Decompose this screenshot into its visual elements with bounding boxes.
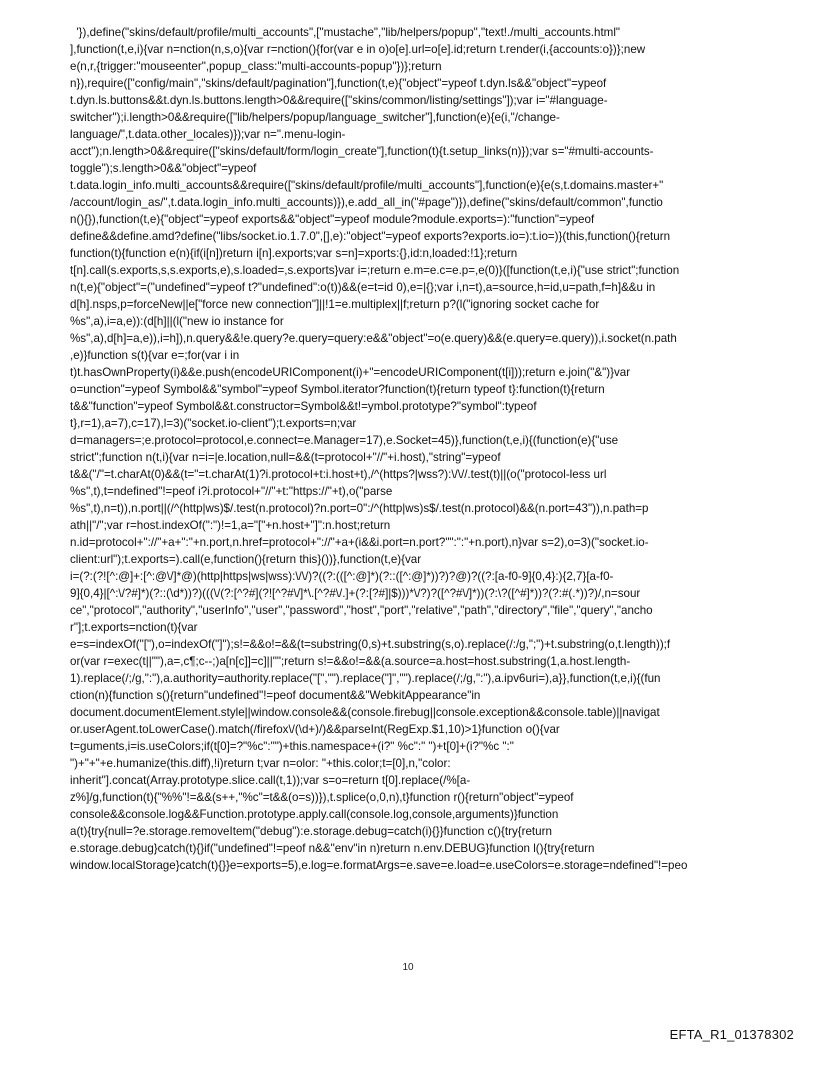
text-line: n.id=protocol+"://"+a+":"+n.port,n.href=protocol+"://"+a+(i&&i.port=n.port?"":":"+n.port),n}var s=2),o=3)("socket.io- [70,536,649,549]
text-line: n}),require(["config/main","skins/default/pagination"],function(t,e){"object"=ypeof t.dyn.ls&&"object"=ypeof [70,77,607,90]
text-line: t.data.login_info.multi_accounts&&require(["skins/default/profile/multi_accounts"],function(e){e(s,t.domains.master+" [70,179,664,192]
text-line: t.dyn.ls.buttons&&t.dyn.ls.buttons.length>0&&require(["skins/common/listing/settings"]);var i="#language- [70,94,608,107]
text-line: console&&console.log&&Function.prototype.apply.call(console.log,console,arguments)}function [70,808,559,821]
text-line: /account/login_as/",t.data.login_info.multi_accounts)}),e.add_all_in("#page")}),define("skins/default/common",functio [70,196,663,209]
text-line: i=(?:(?![^:@]+:[^:@\/]*@)(http|https|ws|wss):\/\/)?((?:(([^:@]*)(?::([^:@]*))?)?@)?((?:[a-f0-9]{0,4}:){2,7}[a-f0- [70,570,614,583]
text-line: language/",t.data.other_locales)});var n=".menu-login- [70,128,346,141]
text-line: 1).replace(/;/g,":"),a.authority=authority.replace("[","").replace("]","").replace(/;/g,":"),a.ipv6uri=),a}},function(t,e,i){(fun [70,672,661,685]
text-line: acct");n.length>0&&require(["skins/default/form/login_create"],function(t){t.setup_links(n)});var s="#multi-accounts- [70,145,654,158]
text-line: r"];t.exports=nction(t){var [70,621,198,634]
text-line: z%]/g,function(t){"%%"!=&&(s++,"%c"=t&&(o=s))}),t.splice(o,0,n),t}function r(){return"object"=ypeof [70,791,574,804]
text-line: or(var r=exec(t||""),a=,c¶;c--;)a[n[c]]=c]||"";return s!=&&o!=&&(a.source=a.host=host.substring(1,a.host.length- [70,655,631,668]
document-id: EFTA_R1_01378302 [669,1027,794,1042]
text-line: t)t.hasOwnProperty(i)&&e.push(encodeURIComponent(i)+"=encodeURIComponent(t[i]));return e.join("&")}var [70,366,631,379]
text-line: %s",t),t=ndefined"!=peof i?i.protocol+"//"+t:"https://"+t),o("parse [70,485,393,498]
text-line: ath||"/";var r=host.indexOf(":")!=1,a="["+n.host+"]":n.host;return [70,519,391,532]
text-line: inherit"].concat(Array.prototype.slice.call(t,1));var s=o=return t[0].replace(/%[a- [70,774,471,787]
text-line: %s",a),i=a,e)):(d[h]||(l("new io instance for [70,315,284,328]
text-line: ")+"+"+e.humanize(this.diff),!i)return t;var n=olor: "+this.color;t=[0],n,"color: [70,757,451,770]
text-line: a(t){try{null=?e.storage.removeItem("debug"):e.storage.debug=catch(i){}}function c(){try{return [70,825,552,838]
text-line: ,e)}function s(t){var e=;for(var i in [70,349,240,362]
text-line: ],function(t,e,i){var n=nction(n,s,o){var r=nction(){for(var e in o)o[e].url=o[e].id;return t.render(i,{accounts:o})};new [70,43,646,56]
text-line: function(t){function e(n){if(i[n])return i[n].exports;var s=n]=xports:{},id:n,loaded:!1};return [70,247,518,260]
document-body [70,24,770,874]
text-line: client:url");t.exports=).call(e,function(){return this}())},function(t,e){var [70,553,422,566]
text-line: t=guments,i=is.useColors;if(t[0]=?"%c":"")+this.namespace+(i?" %c":" ")+t[0]+(i?"%c ":" [70,740,514,753]
text-line: strict";function n(t,i){var n=i=|e.location,null=&&(t=protocol+"//"+i.host),"string"=ypeof [70,451,501,464]
text-line: o=unction"=ypeof Symbol&&"symbol"=ypeof Symbol.iterator?function(t){return typeof t}:function(t){return [70,383,605,396]
text-line: or.userAgent.toLowerCase().match(/firefox\/(\d+)/)&&parseInt(RegExp.$1,10)>1}function o(){var [70,723,560,736]
text-line: %s",a),d[h]=a,e)),i=h]),n.query&&!e.query?e.query=query:e&&"object"=o(e.query)&&(e.query=e.query)),i.socket(n.path [70,332,677,345]
text-line: ce","protocol","authority","userInfo","user","password","host","port","relative","path","directory","file","query","ancho [70,604,653,617]
text-line: e(n,r,{trigger:"mouseenter",popup_class:"multi-accounts-popup"})};return [70,60,442,73]
text-line: d=managers=;e.protocol=protocol,e.connect=e.Manager=17),e.Socket=45)},function(t,e,i){(function(e){"use [70,434,619,447]
text-line: t[n].call(s.exports,s,s.exports,e),s.loaded=,s.exports}var i=;return e.m=e.c=e.p=,e(0)}([function(t,e,i){"use strict";function [70,264,680,277]
text-line: window.localStorage}catch(t){}}e=exports=5),e.log=e.formatArgs=e.save=e.load=e.useColors=e.storage=ndefined"!=peo [70,859,688,872]
text-line: t},r=1),a=7),c=17),l=3)("socket.io-client");t.exports=n;var [70,417,357,430]
text-line: ction(n){function s(){return"undefined"!=peof document&&"WebkitAppearance"in [70,689,481,702]
text-line: e=s=indexOf("["),o=indexOf("]");s!=&&o!=&&(t=substring(0,s)+t.substring(s,o).replace(/:/g,";")+t.substring(o,t.length));f [70,638,671,651]
text-line: '}),define("skins/default/profile/multi_accounts",["mustache","lib/helpers/popup","text!./multi_accounts.html" [70,26,621,39]
text-line: switcher");i.length>0&&require(["lib/helpers/popup/language_switcher"],function(e){e(i,"/change- [70,111,560,124]
text-line: t&&"function"=ypeof Symbol&&t.constructor=Symbol&&t!=ymbol.prototype?"symbol":typeof [70,400,537,413]
text-line: t&&("/"=t.charAt(0)&&(t="=t.charAt(1)?i.protocol+t:i.host+t),/^(https?|wss?):\/\//.test(t)||(o("protocol-less url [70,468,607,481]
text-line: n(){}),function(t,e){"object"=ypeof exports&&"object"=ypeof module?module.exports=):"function"=ypeof [70,213,595,226]
page-number: 10 [402,962,414,973]
text-line: 9]{0,4}|[^:\/?#]*)(?::(\d*))?)(((\/(?:[^?#](?![^?#\/]*\.[^?#\/.]+(?:[?#]|$)))*\/?)?([^?#\/]*))(?:\?([^#]*))?(?:#(.*))?)/,n=sour [70,587,641,600]
text-line: toggle");s.length>0&&"object"=ypeof [70,162,257,175]
text-line: d[h].nsps,p=forceNew||e["force new connection"]||!1=e.multiplex||f;return p?(l("ignoring socket cache for [70,298,600,311]
text-line: n(t,e){"object"=("undefined"=ypeof t?"undefined":o(t))&&(e=t=id 0),e=|{};var i,n=t),a=source,h=id,u=path,f=h]&&u in [70,281,656,294]
text-line: document.documentElement.style||window.console&&(console.firebug||console.exception&&console.table)||navigat [70,706,660,719]
text-line: define&&define.amd?define("libs/socket.io.1.7.0",[],e):"object"=ypeof exports?exports.io=):t.io=)}(this,function(){return [70,230,671,243]
text-line: %s",t),n=t)),n.port||(/^(http|ws)$/.test(n.protocol)?n.port=0":/^(http|ws)s$/.test(n.protocol)&&(n.port=43")),n.path=p [70,502,649,515]
text-line: e.storage.debug}catch(t){}if("undefined"!=peof n&&"env"in n)return n.env.DEBUG}function l(){try{return [70,842,595,855]
